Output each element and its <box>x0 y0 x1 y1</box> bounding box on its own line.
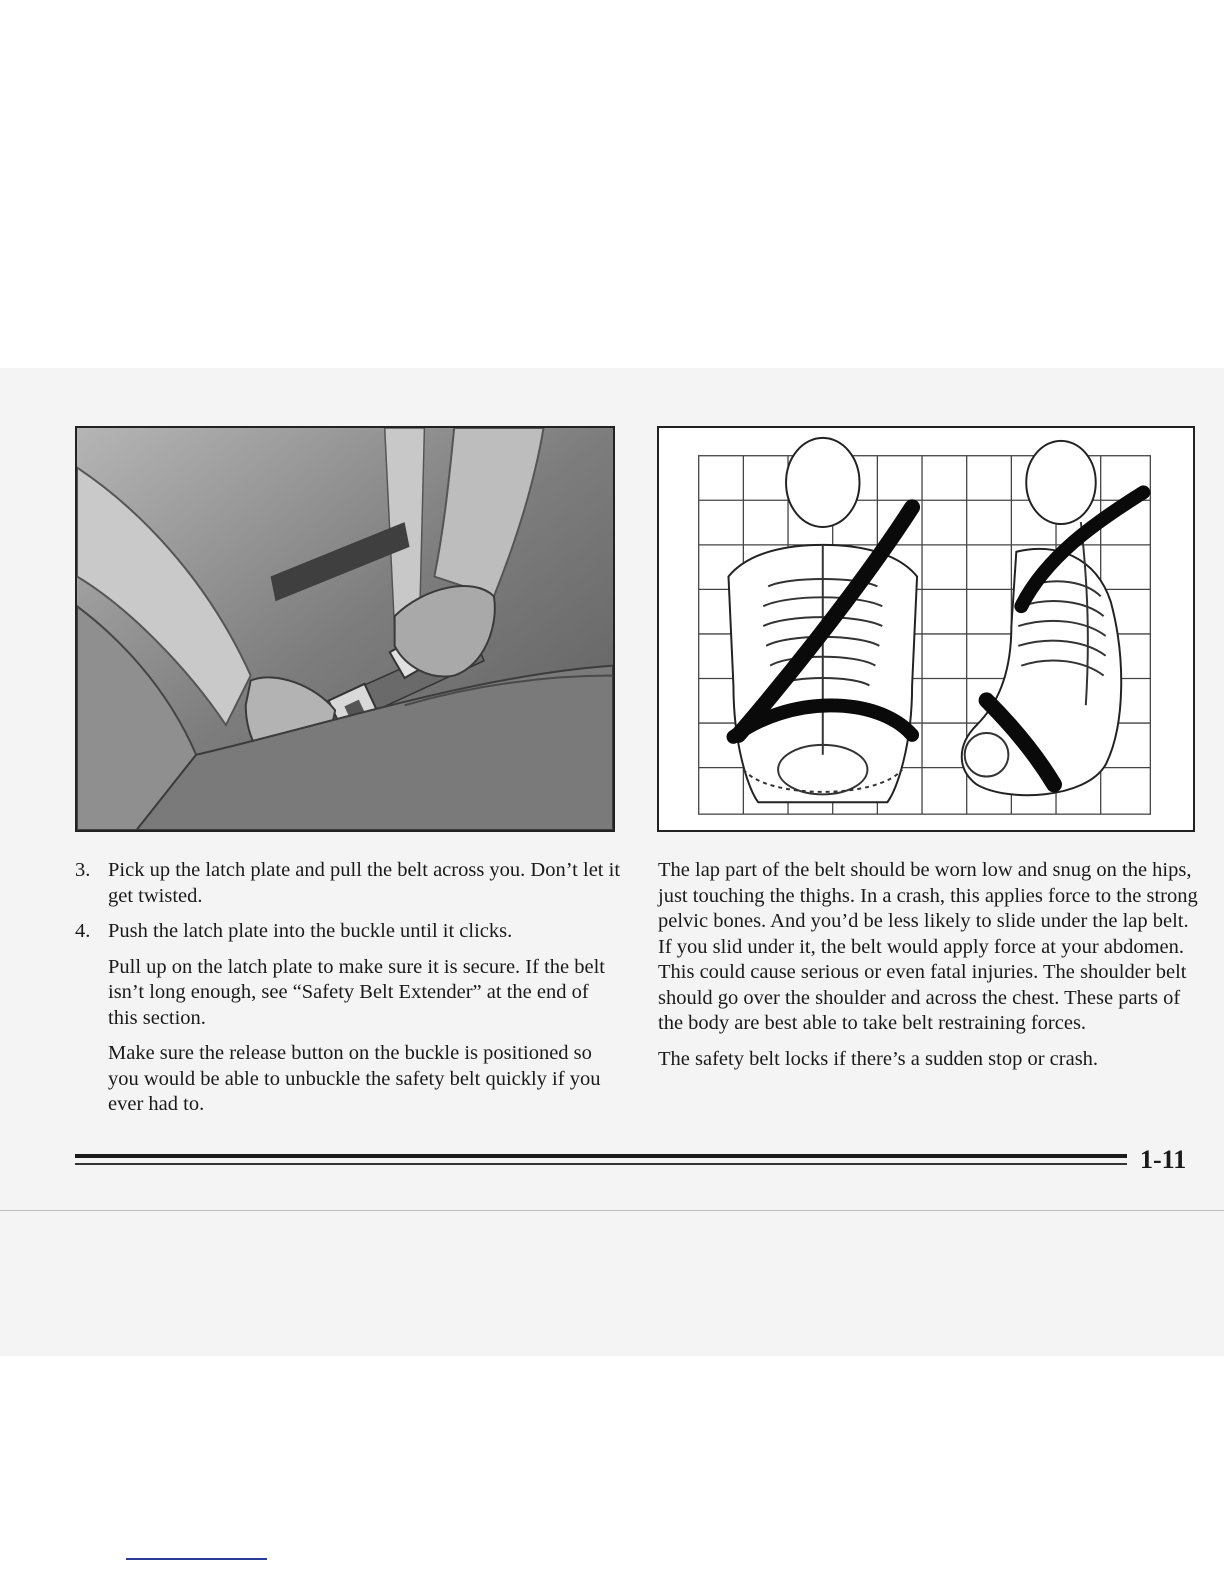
latch-secure-paragraph: Pull up on the latch plate to make sure it is secure. If the belt isn’t long enough, see “Safety Belt Extender” at the end of this section. <box>108 955 605 1029</box>
footer-rule-thin <box>75 1163 1127 1165</box>
left-column <box>75 858 620 1128</box>
step-4 <box>75 919 620 945</box>
side-skeleton <box>962 441 1121 795</box>
step-3 <box>75 858 620 909</box>
decorative-line <box>126 1558 267 1560</box>
buckling-illustration <box>75 426 615 832</box>
belt-position-diagram <box>657 426 1195 832</box>
right-column <box>658 858 1198 1082</box>
footer-rule <box>75 1154 1127 1158</box>
band-divider <box>0 1210 1224 1211</box>
belt-locks-paragraph: The safety belt locks if there’s a sudden stop or crash. <box>658 1047 1099 1070</box>
page-number: 1-11 <box>1140 1145 1187 1174</box>
step-number: 3. <box>75 859 91 881</box>
step-text: Pick up the latch plate and pull the belt across you. Don’t let it get twisted. <box>108 859 621 907</box>
step-text: Push the latch plate into the buckle until it clicks. <box>108 920 513 942</box>
step-number: 4. <box>75 920 91 942</box>
release-button-paragraph: Make sure the release button on the buckle is positioned so you would be able to unbuckle the safety belt quickly if you ever had to. <box>108 1042 601 1115</box>
lap-belt-paragraph: The lap part of the belt should be worn low and snug on the hips, just touching the thighs. In a crash, this applies force to the strong pelvic bones. And you’d be less likely to slide under the lap belt. If you slid under it, the belt would apply force at your abdomen. This could cause serious or even fatal injuries. The shoulder belt should go over the shoulder and across the chest. These parts of the body are best able to take belt restraining forces. <box>658 859 1198 1034</box>
